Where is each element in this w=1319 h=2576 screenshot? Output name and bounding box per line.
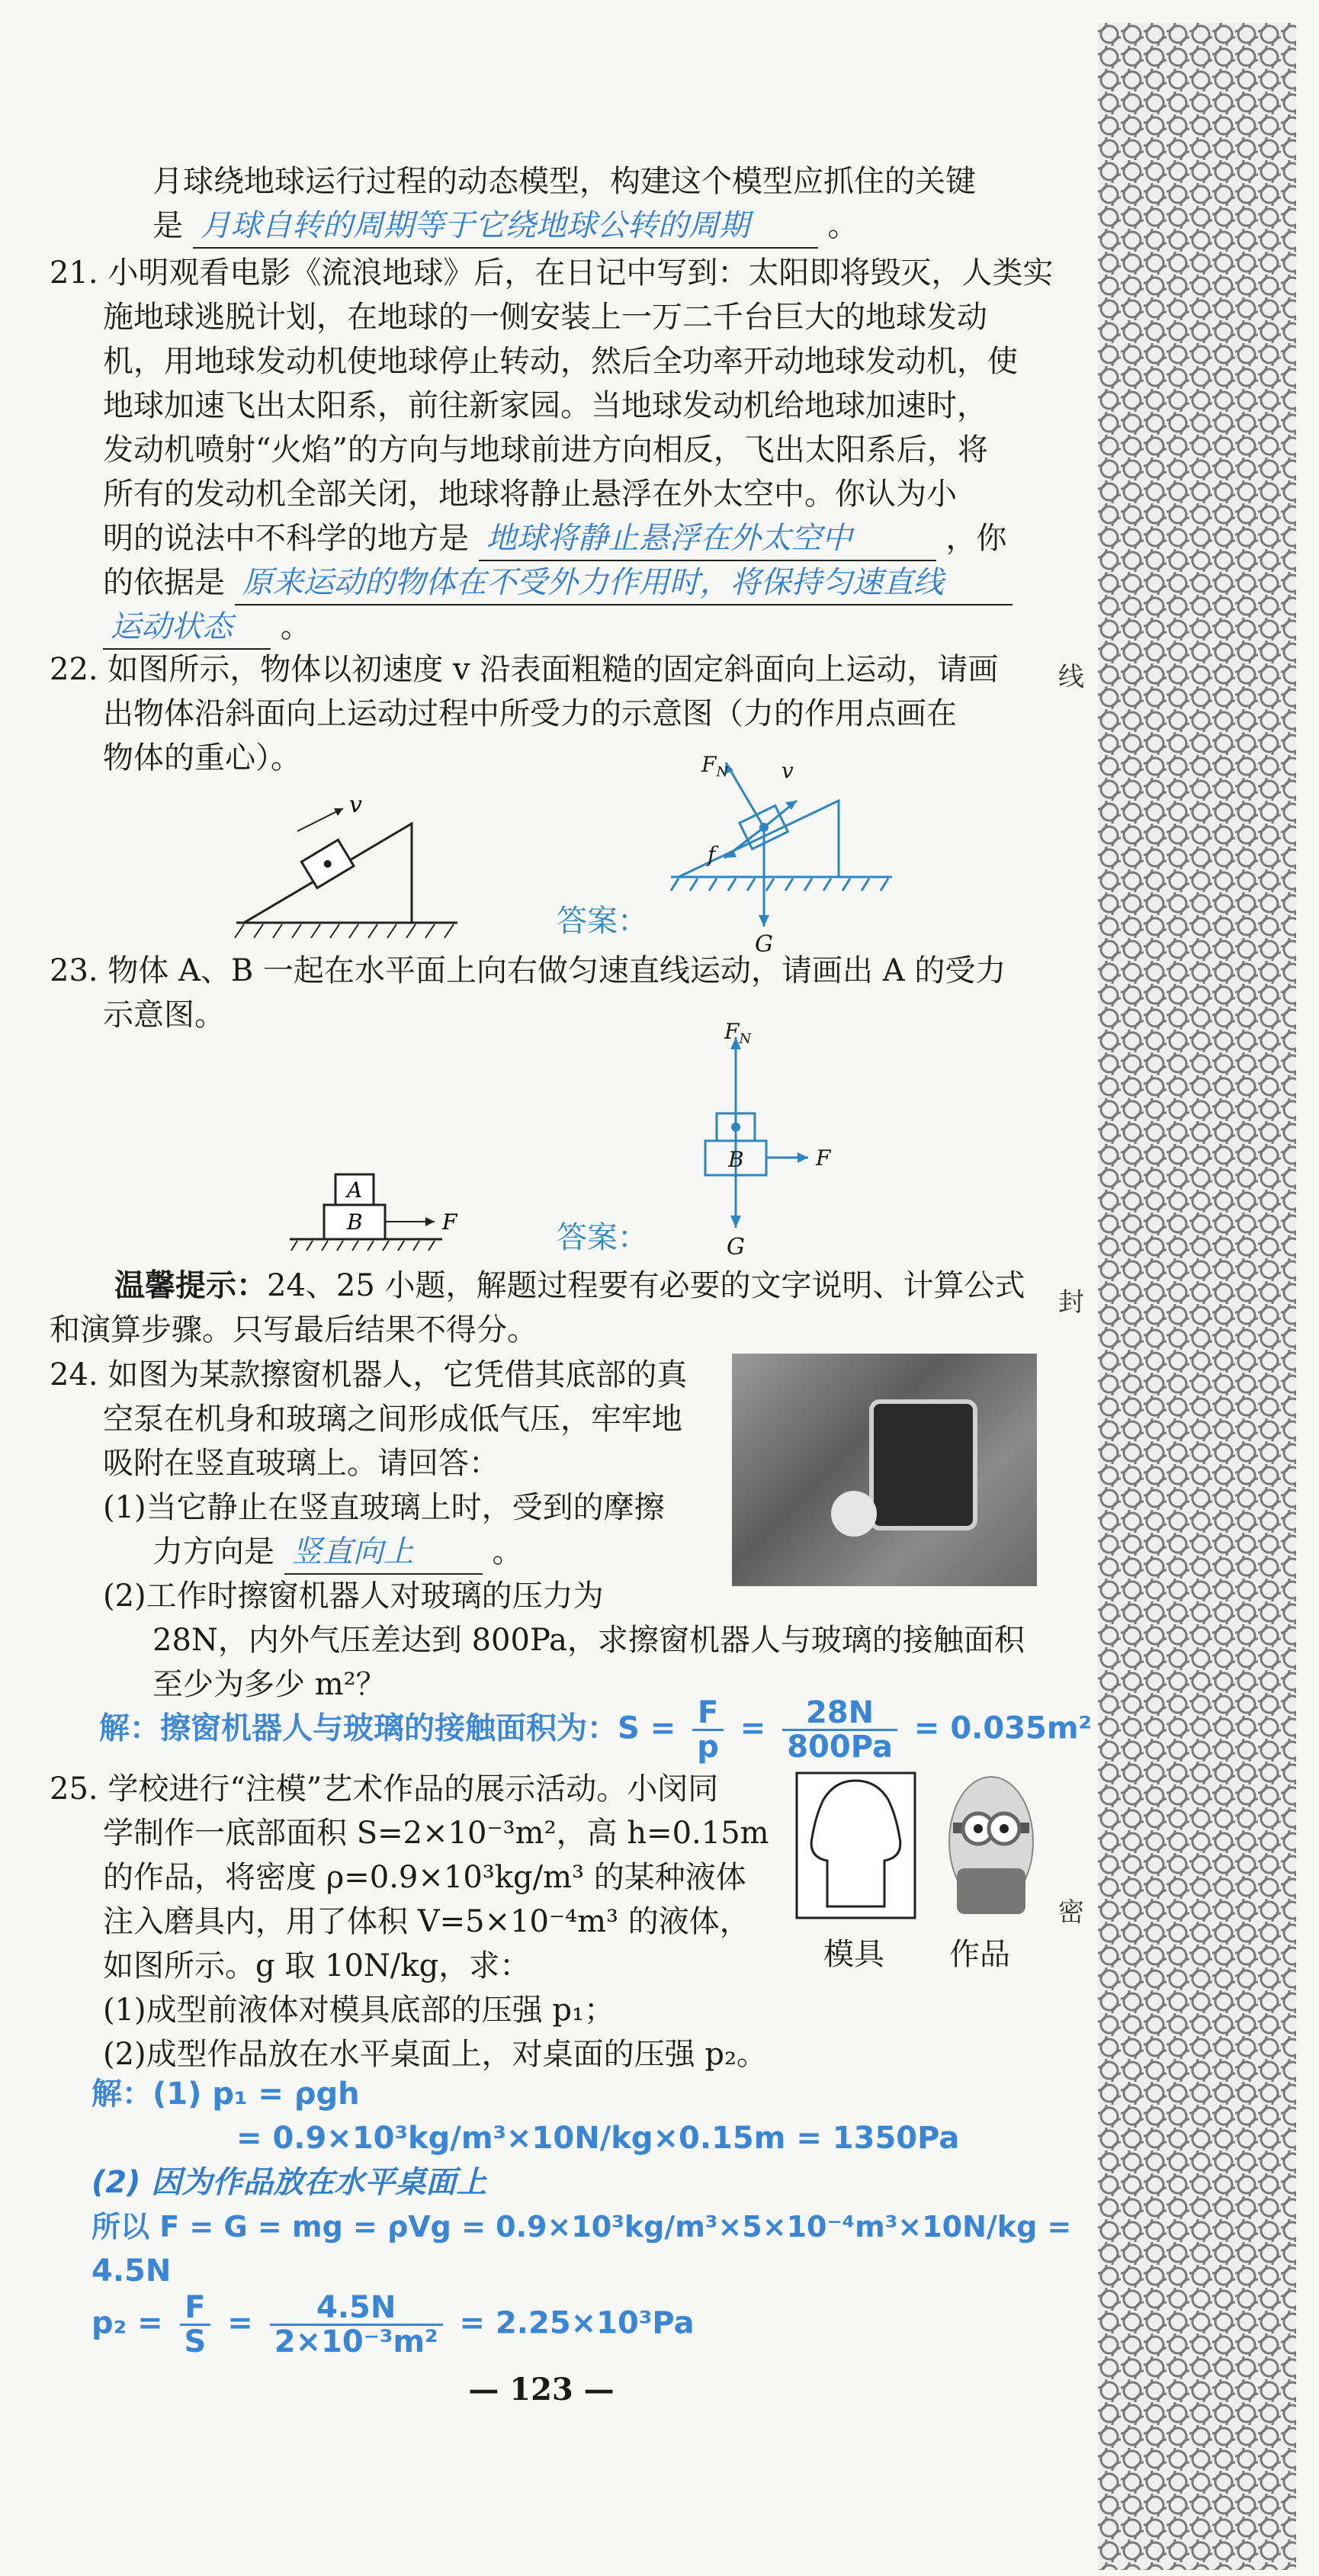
q22-answer-figure: [663, 755, 915, 953]
q22-label-v: v: [349, 792, 362, 818]
q24-line5: [152, 1531, 522, 1575]
q25-sol6-result: = 2.25×10³Pa: [459, 2305, 695, 2341]
q25-sol5: 4.5N: [91, 2253, 172, 2289]
q25-sol4: 所以 F = G = mg = ρVg = 0.9×10³kg/m³×5×10⁻⁴m³×10N/kg =: [91, 2210, 1072, 2244]
q21-line6: 所有的发动机全部关闭，地球将静止悬浮在外太空中。你认为小: [103, 477, 957, 512]
q25-sol6-prefix: p₂ =: [91, 2305, 163, 2341]
q25-line5: 如图所示。g 取 10N/kg，求：: [103, 1948, 531, 1983]
q21-line1: 21. 小明观看电影《流浪地球》后，在日记中写到：太阳即将毁灭，人类实: [50, 255, 1054, 291]
minion-artwork: [934, 1769, 1048, 1929]
q22-line2: 出物体沿斜面向上运动过程中所受力的示意图（力的作用点画在: [103, 696, 957, 731]
q25-line1: 25. 学校进行“注模”艺术作品的展示活动。小闵同: [50, 1771, 719, 1807]
q24-sol-frac1: $\frac{F}{p}$: [692, 1697, 724, 1763]
q25-line4: 注入磨具内，用了体积 V=5×10⁻⁴m³ 的液体，: [103, 1904, 750, 1939]
q23-label-b: B: [347, 1209, 363, 1235]
q25-sol6-frac2: $\frac{4.5N}{\text{2×10⁻³m²}}$: [270, 2292, 443, 2358]
q24-line3: 吸附在竖直玻璃上。请回答：: [103, 1446, 499, 1481]
q21-line7: [103, 517, 1006, 561]
q20-answer: 月球自转的周期等于它绕地球公转的周期: [193, 204, 818, 249]
q24-line5b: 。: [492, 1534, 523, 1569]
q24-sol-eq: =: [740, 1710, 766, 1746]
q23-line2: 示意图。: [103, 997, 225, 1033]
q25-sol1: 解：(1) p₁ = ρgh: [91, 2077, 360, 2112]
q23-blocks-figure: [290, 1159, 488, 1266]
q21-line7b: ，你: [945, 521, 1007, 556]
q23-label-b2: B: [728, 1147, 744, 1172]
q25-sol6: [91, 2292, 695, 2358]
q20-line2: [152, 204, 858, 249]
work-caption: 作品: [949, 1937, 1010, 1972]
q21-line2: 施地球逃脱计划，在地球的一侧安装上一万二千台巨大的地球发动: [103, 300, 987, 335]
q25-line6: (1)成型前液体对模具底部的压强 p₁；: [103, 1993, 615, 2028]
mold-figure: [793, 1769, 923, 1929]
robot-suction-cup: [831, 1491, 877, 1537]
q24-line6: (2)工作时擦窗机器人对玻璃的压力为: [103, 1579, 604, 1614]
q21-line8: [103, 561, 1013, 605]
q23-line1: 23. 物体 A、B 一起在水平面上向右做匀速直线运动，请画出 A 的受力: [50, 953, 1006, 988]
q21-line3: 机，用地球发动机使地球停止转动，然后全功率开动地球发动机，使: [103, 344, 1018, 379]
tip-line2: 和演算步骤。只写最后结果不得分。: [50, 1312, 538, 1347]
q22-line1: 22. 如图所示，物体以初速度 v 沿表面粗糙的固定斜面向上运动，请画: [50, 652, 999, 687]
sidebar-char-mi: 密: [1056, 1891, 1086, 1929]
q21-end: 。: [280, 609, 311, 644]
q24-sol-result: = 0.035m²: [913, 1710, 1093, 1746]
tip-bold: 温馨提示：: [114, 1267, 267, 1303]
q23-label-g: G: [727, 1234, 745, 1261]
q24-solution: [99, 1697, 1092, 1763]
q21-answer2a: 原来运动的物体在不受外力作用时，将保持匀速直线: [235, 561, 1013, 605]
q25-line3: 的作品，将密度 ρ=0.9×10³kg/m³ 的某种液体: [103, 1860, 746, 1895]
q20-line1: 月球绕地球运行过程的动态模型，构建这个模型应抓住的关键: [152, 164, 976, 199]
q22-answer-label: 答案：: [557, 904, 648, 939]
q22-label-v2: v: [781, 758, 794, 783]
robot-body: [869, 1399, 977, 1531]
q24-line5a: 力方向是: [152, 1534, 274, 1569]
q22-line3: 物体的重心）。: [103, 740, 301, 776]
q24-answer1: 竖直向上: [284, 1531, 483, 1575]
q24-line7: 28N，内外气压差达到 800Pa，求擦窗机器人与玻璃的接触面积: [152, 1623, 1025, 1658]
q20-prefix: 是: [152, 208, 183, 243]
q21-line7a: 明的说法中不科学的地方是: [103, 521, 469, 556]
q22-incline-figure: [229, 778, 473, 953]
q20-end: 。: [827, 208, 858, 243]
q25-sol6-frac1: $\frac{F}{S}$: [180, 2292, 211, 2358]
q23-answer-figure: [663, 1022, 862, 1266]
tip-text1: 24、25 小题，解题过程要有必要的文字说明、计算公式: [267, 1268, 1025, 1303]
q22-label-f: f: [708, 842, 716, 867]
q23-label-a: A: [347, 1177, 363, 1203]
q22-label-fn: $F_N$: [701, 755, 729, 780]
q25-sol3: (2) 因为作品放在水平桌面上: [91, 2165, 487, 2200]
page-number: — 123 —: [468, 2372, 615, 2407]
q25-line7: (2)成型作品放在水平桌面上，对桌面的压强 p₂。: [103, 2037, 768, 2072]
q25-sol6-eq: =: [227, 2305, 253, 2341]
q22-label-g: G: [755, 931, 773, 953]
q23-answer-label: 答案：: [557, 1220, 648, 1255]
q24-line2: 空泵在机身和玻璃之间形成低气压，牢牢地: [103, 1402, 682, 1437]
binding-margin-pattern: [1098, 23, 1296, 2570]
q21-line5: 发动机喷射“火焰”的方向与地球前进方向相反，飞出太阳系后，将: [103, 432, 988, 467]
q21-answer2b: 运动状态: [103, 605, 271, 650]
q24-sol-prefix: 解：擦窗机器人与玻璃的接触面积为：S =: [99, 1710, 676, 1746]
q23-label-f2: F: [816, 1145, 831, 1171]
tip-line1: [114, 1264, 1025, 1307]
q21-line4: 地球加速飞出太阳系，前往新家园。当地球发动机给地球加速时，: [103, 388, 987, 423]
q21-line9: [103, 605, 311, 650]
window-robot-photo: [732, 1354, 1037, 1586]
q25-sol2: = 0.9×10³kg/m³×10N/kg×0.15m = 1350Pa: [236, 2121, 960, 2156]
q24-sol-frac2: $\frac{28N}{800Pa}$: [782, 1697, 897, 1763]
sidebar-char-xian: 线: [1056, 656, 1086, 693]
q24-line4: (1)当它静止在竖直玻璃上时，受到的摩擦: [103, 1490, 665, 1525]
q25-line2: 学制作一底部面积 S=2×10⁻³m²，高 h=0.15m: [103, 1816, 769, 1851]
q23-label-f: F: [442, 1209, 457, 1235]
q21-line8a: 的依据是: [103, 565, 225, 600]
q24-line8: 至少为多少 m²？: [152, 1667, 387, 1702]
q23-label-fn: $F_N$: [724, 1022, 752, 1047]
q21-answer1: 地球将静止悬浮在外太空中: [479, 517, 936, 561]
q24-line1: 24. 如图为某款擦窗机器人，它凭借其底部的真: [50, 1357, 688, 1392]
sidebar-char-feng: 封: [1056, 1281, 1086, 1319]
mold-caption: 模具: [823, 1937, 884, 1972]
